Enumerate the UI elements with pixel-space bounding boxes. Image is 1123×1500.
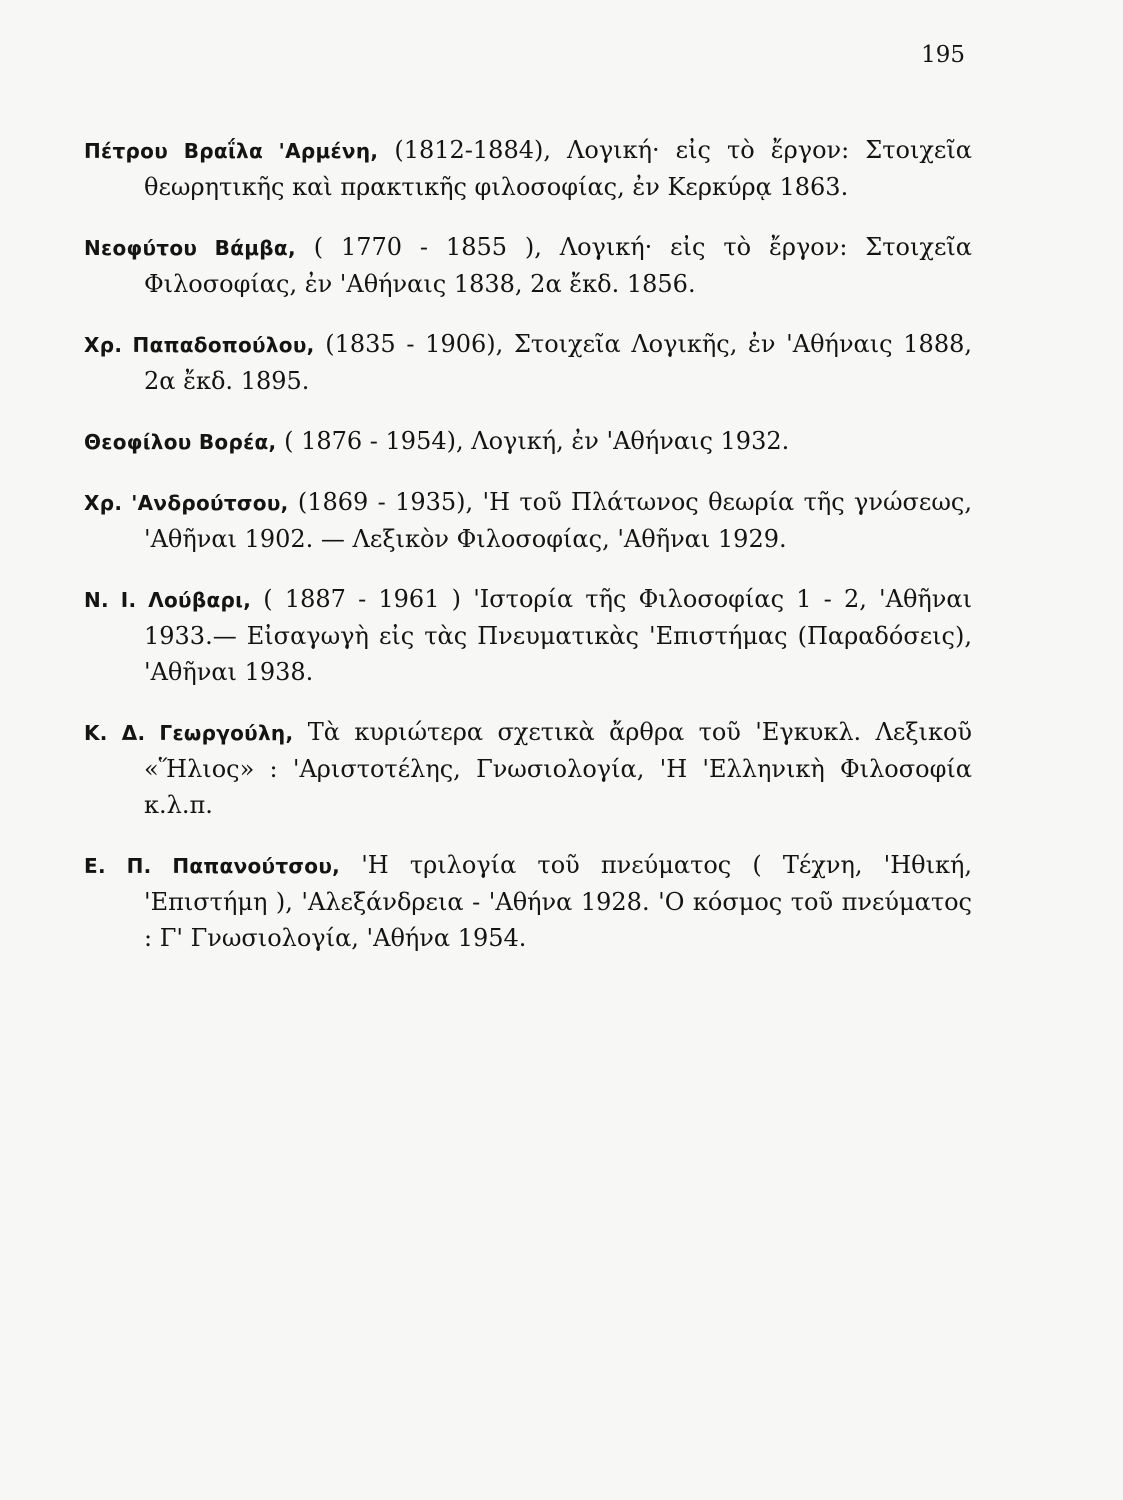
entry-text: ( 1770 - 1855 ), Λογική· εἰς τὸ ἔργον: Στοιχεῖα Φιλοσοφίας, ἐν 'Αθήναις 1838, 2α ἔκδ. 1856. [144,233,972,298]
entry-author: Χρ. Παπαδοπούλου, [84,333,315,357]
bibliography-entry [84,423,972,460]
bibliography-entry [84,847,972,956]
entry-text: Τὰ κυριώτερα σχετικὰ ἄρθρα τοῦ 'Εγκυκλ. Λεξικοῦ «Ἥλιος» : 'Αριστοτέλης, Γνωσιολογία, 'Η 'Ελληνικὴ Φιλοσοφία κ.λ.π. [144,718,972,819]
entry-author: Κ. Δ. Γεωργούλη, [84,721,294,745]
bibliography-entry [84,326,972,399]
entry-author: Νεοφύτου Βάμβα, [84,236,296,260]
entry-author: Ν. Ι. Λούβαρι, [84,588,252,612]
entry-text: (1869 - 1935), 'Η τοῦ Πλάτωνος θεωρία τῆς γνώσεως, 'Αθῆναι 1902. — Λεξικὸν Φιλοσοφίας, 'Αθῆναι 1929. [144,488,972,553]
entry-text: ( 1876 - 1954), Λογική, ἐν 'Αθήναις 1932. [284,427,790,455]
bibliography-list [84,108,972,974]
entry-author: Ε. Π. Παπανούτσου, [84,854,341,878]
entry-text: (1835 - 1906), Στοιχεῖα Λογικῆς, ἐν 'Αθήναις 1888, 2α ἔκδ. 1895. [144,330,972,395]
bibliography-entry [84,229,972,302]
entry-text: ( 1887 - 1961 ) 'Ιστορία τῆς Φιλοσοφίας 1 - 2, 'Αθῆναι 1933.— Εἰσαγωγὴ εἰς τὰς Πνευματικὰς 'Επιστήμας (Παραδόσεις), 'Αθῆναι 1938. [144,585,972,686]
bibliography-entry [84,484,972,557]
bibliography-entry [84,581,972,690]
entry-text: 'Η τριλογία τοῦ πνεύματος ( Τέχνη, 'Ηθική, 'Επιστήμη ), 'Αλεξάνδρεια - 'Αθήνα 1928. 'Ο κόσμος τοῦ πνεύματος : Γ' Γνωσιολογία, 'Αθήνα 1954. [144,851,973,952]
entry-text: (1812-1884), Λογική· εἰς τὸ ἔργον: Στοιχεῖα θεωρητικῆς καὶ πρακτικῆς φιλοσοφίας, ἐν Κερκύρᾳ 1863. [144,136,972,201]
entry-author: Πέτρου Βραΐλα 'Αρμένη, [84,139,379,163]
entry-author: Θεοφίλου Βορέα, [84,430,277,454]
entry-author: Χρ. 'Ανδρούτσου, [84,491,289,515]
bibliography-entry [84,132,972,205]
page-number: 195 [921,42,965,68]
bibliography-entry [84,714,972,823]
